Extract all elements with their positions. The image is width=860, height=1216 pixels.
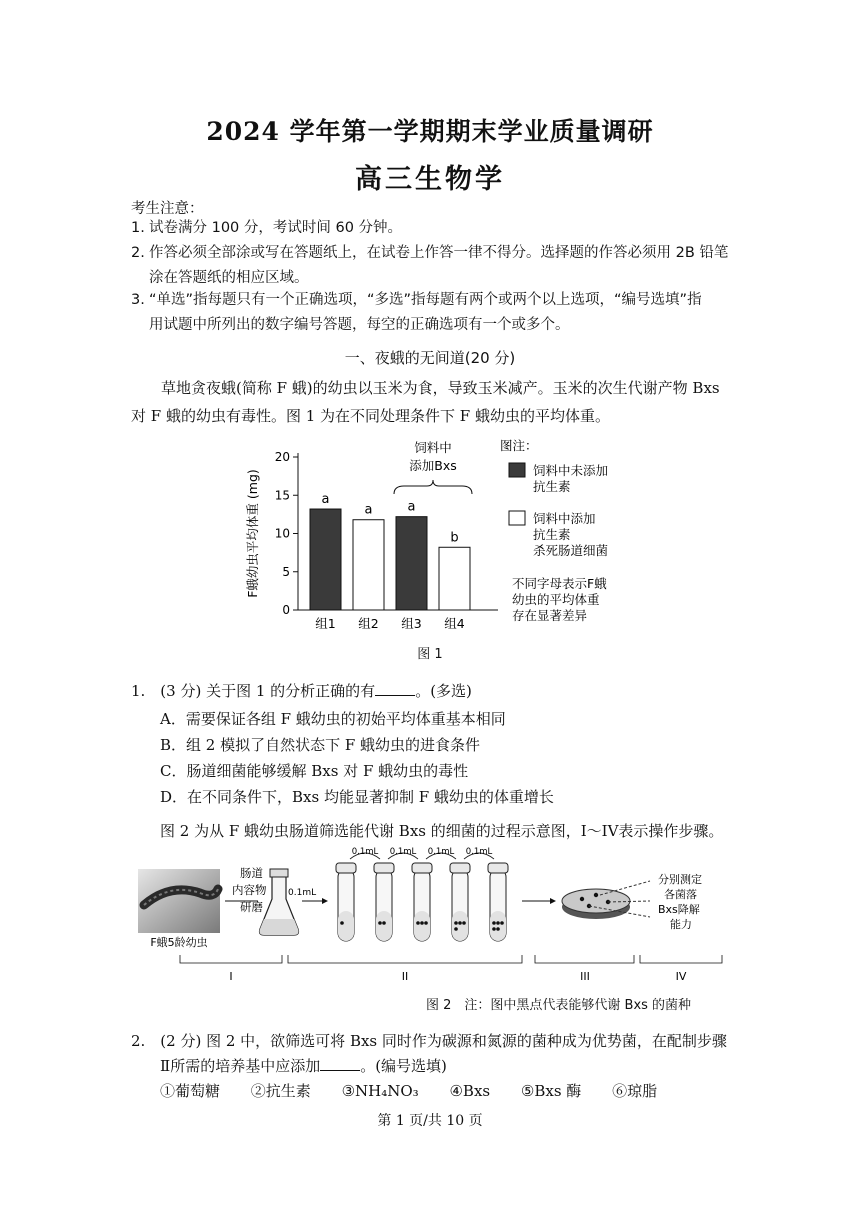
bacteria-dot — [382, 921, 386, 925]
step-label-3: III — [580, 970, 590, 983]
tube-cap-2 — [374, 863, 394, 873]
step-label-1: I — [229, 970, 233, 983]
tube-liquid-5 — [490, 911, 506, 941]
brace — [394, 480, 472, 494]
choice-6: ⑥琼脂 — [612, 1082, 658, 1100]
grind-label-2: 内容物 — [232, 883, 267, 897]
figure-1-caption: 图 1 — [417, 647, 443, 662]
page-footer: 第 1 页/共 10 页 — [377, 1113, 483, 1129]
legend-swatch-2 — [509, 511, 525, 525]
plate-label-3: Bxs降解 — [658, 903, 700, 916]
tube-liquid-2 — [376, 911, 392, 941]
legend-text: 抗生素 — [533, 527, 571, 542]
brace-label-2: 添加Bxs — [409, 458, 457, 473]
bacteria-dot — [454, 921, 458, 925]
choice-1: ①葡萄糖 — [160, 1082, 221, 1100]
step-label-4: IV — [675, 970, 687, 983]
choice-4: ④Bxs — [449, 1082, 491, 1100]
plate-label-1: 分别测定 — [658, 873, 702, 886]
section-heading: 一、夜蛾的无间道(20 分) — [344, 349, 516, 367]
question-1-stem: 1. (3 分) 关于图 1 的分析正确的有 。(多选) — [131, 682, 472, 700]
legend-swatch-1 — [509, 463, 525, 477]
tube-cap-3 — [412, 863, 432, 873]
bacteria-dot — [496, 921, 500, 925]
q1-option-b: B．组 2 模拟了自然状态下 F 蛾幼虫的进食条件 — [160, 736, 481, 754]
tube-liquid-4 — [452, 911, 468, 941]
y-tick-label: 0 — [282, 603, 290, 617]
choice-5: ⑤Bxs 酶 — [520, 1082, 582, 1100]
bar-2 — [353, 520, 384, 610]
question-2-stem-line2: Ⅱ所需的培养基中应添加 。(编号选填) — [160, 1057, 447, 1075]
figure-1-chart — [240, 430, 640, 665]
legend-title: 图注： — [500, 438, 538, 453]
y-tick-label: 15 — [274, 488, 290, 503]
y-axis-label: F蛾幼虫平均体重 (mg) — [245, 469, 260, 598]
grind-label-1: 肠道 — [240, 866, 263, 880]
annotation-line: 存在显著差异 — [512, 608, 588, 623]
annotation-line: 幼虫的平均体重 — [512, 592, 600, 607]
transfer-volume: 0.1mL — [427, 847, 455, 857]
intro-paragraph: 草地贪夜蛾(简称 F 蛾)的幼虫以玉米为食，导致玉米减产。玉米的次生代谢产物 Bxs 对 F 蛾的幼虫有毒性。图 1 为在不同处理条件下 F 蛾幼虫的平均体重。 — [131, 379, 720, 425]
bar-letter-2: a — [364, 502, 373, 518]
grind-label-3: 研磨 — [240, 900, 263, 914]
q2-choices — [160, 1080, 683, 1101]
notice-item-1: 1. 试卷满分 100 分，考试时间 60 分钟。 — [131, 220, 403, 236]
x-tick-label-3: 组3 — [401, 616, 422, 631]
figure-2-intro: 图 2 为从 F 蛾幼虫肠道筛选能代谢 Bxs 的细菌的过程示意图，I～IV表示操作步骤。 — [160, 822, 724, 840]
choice-3: ③NH₄NO₃ — [341, 1082, 419, 1100]
bar-letter-1: a — [321, 492, 330, 508]
figure-2-diagram — [130, 845, 730, 990]
bacteria-dot — [496, 927, 500, 931]
question-2-stem: 2. (2 分) 图 2 中，欲筛选可将 Bxs 同时作为碳源和氮源的菌种成为优势菌，在配制步骤 — [131, 1032, 727, 1050]
answer-blank-q2[interactable] — [320, 1056, 360, 1071]
bacteria-dot — [458, 921, 462, 925]
x-tick-label-4: 组4 — [444, 616, 465, 631]
tube-cap-5 — [488, 863, 508, 873]
answer-blank[interactable] — [375, 681, 415, 696]
step-label-2: II — [401, 970, 409, 983]
q1-option-c: C．肠道细菌能够缓解 Bxs 对 F 蛾幼虫的毒性 — [160, 762, 469, 780]
notice-item-3: 3. “单选”指每题只有一个正确选项，“多选”指每题有两个或两个以上选项，“编号选填”指 用试题中所列出的数字编号答题，每空的正确选项有一个或多个。 — [131, 292, 702, 333]
larva-label: F蛾5龄幼虫 — [150, 936, 208, 949]
bacteria-dot — [454, 927, 458, 931]
bar-letter-3: a — [407, 499, 416, 515]
transfer-volume: 0.1mL — [389, 847, 417, 857]
bacteria-dot — [462, 921, 466, 925]
q1-option-a: A．需要保证各组 F 蛾幼虫的初始平均体重基本相同 — [160, 710, 506, 728]
y-tick-label: 5 — [282, 564, 290, 579]
notice-item-2: 2. 作答必须全部涂或写在答题纸上，在试卷上作答一律不得分。选择题的作答必须用 2B 铅笔 涂在答题纸的相应区域。 — [131, 245, 729, 286]
y-tick-label: 20 — [274, 450, 290, 464]
y-tick-label: 10 — [274, 526, 290, 541]
bacteria-dot — [340, 921, 344, 925]
flask-icon — [260, 869, 299, 935]
legend-text: 饲料中未添加 — [533, 463, 609, 478]
x-tick-label-1: 组1 — [315, 616, 336, 631]
plate-label-2: 各菌落 — [664, 888, 697, 901]
notice-heading: 考生注意： — [131, 201, 204, 217]
legend-text: 杀死肠道细菌 — [533, 543, 609, 558]
tube-cap-1 — [336, 863, 356, 873]
tube-cap-4 — [450, 863, 470, 873]
brace-label-1: 饲料中 — [414, 440, 452, 455]
bacteria-dot — [420, 921, 424, 925]
q1-option-d: D．在不同条件下，Bxs 均能显著抑制 F 蛾幼虫的体重增长 — [160, 788, 554, 806]
bar-1 — [310, 509, 341, 610]
plate-label-4: 能力 — [670, 918, 692, 931]
bar-4 — [439, 547, 470, 610]
transfer-volume: 0.1mL — [465, 847, 493, 857]
x-tick-label-2: 组2 — [358, 616, 379, 631]
exam-subject: 高三生物学 — [355, 164, 505, 195]
petri-dish-icon — [562, 889, 630, 919]
choice-2: ②抗生素 — [250, 1082, 311, 1100]
bacteria-dot — [500, 921, 504, 925]
bar-3 — [396, 517, 427, 610]
exam-title: 2024 学年第一学期期末学业质量调研 — [206, 117, 654, 146]
legend-text: 饲料中添加 — [533, 511, 596, 526]
tube-liquid-1 — [338, 911, 354, 941]
transfer-volume: 0.1mL — [351, 847, 379, 857]
annotation-line: 不同字母表示F蛾 — [512, 576, 607, 591]
legend-text: 抗生素 — [533, 479, 571, 494]
tube-liquid-3 — [414, 911, 430, 941]
bacteria-dot — [492, 927, 496, 931]
figure-2-caption: 图 2 注：图中黑点代表能够代谢 Bxs 的菌种 — [426, 998, 692, 1013]
flask-volume: 0.1mL — [288, 888, 317, 898]
bacteria-dot — [378, 921, 382, 925]
bacteria-dot — [416, 921, 420, 925]
bacteria-dot — [424, 921, 428, 925]
bar-letter-4: b — [450, 530, 459, 546]
bacteria-dot — [492, 921, 496, 925]
